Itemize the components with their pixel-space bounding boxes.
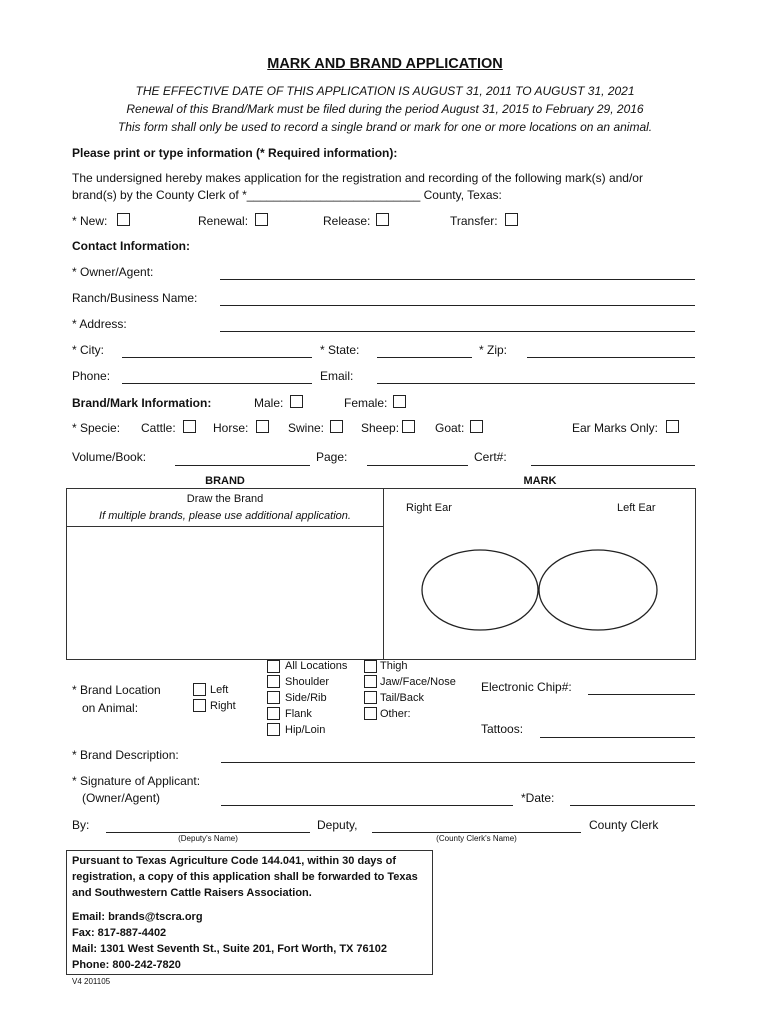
on-animal-label: on Animal: xyxy=(82,701,139,715)
tattoos-label: Tattoos: xyxy=(481,722,524,736)
flank-label: Flank xyxy=(285,708,312,720)
email-label: Email: xyxy=(320,369,354,383)
male-label: Male: xyxy=(254,396,284,410)
instructions: Please print or type information (* Required information): xyxy=(72,146,398,160)
county-clerk-label: County Clerk xyxy=(589,818,659,832)
renewal-checkbox[interactable] xyxy=(255,213,268,226)
signature-field[interactable] xyxy=(221,805,513,806)
ranch-business-field[interactable] xyxy=(220,305,695,306)
state-field[interactable] xyxy=(377,357,472,358)
side-rib-label: Side/Rib xyxy=(285,692,327,704)
tscra-mail: Mail: 1301 West Seventh St., Suite 201, Fort Worth, TX 76102 xyxy=(72,943,388,955)
deputy-label: Deputy, xyxy=(317,818,358,832)
side-rib-checkbox[interactable] xyxy=(267,691,280,704)
sheep-checkbox[interactable] xyxy=(402,420,415,433)
city-field[interactable] xyxy=(122,357,312,358)
right-ear-oval[interactable] xyxy=(422,550,538,630)
address-field[interactable] xyxy=(220,331,695,332)
date-field[interactable] xyxy=(570,805,695,806)
jaw-face-nose-checkbox[interactable] xyxy=(364,675,377,688)
deputy-name-field[interactable] xyxy=(106,832,310,833)
zip-field[interactable] xyxy=(527,357,695,358)
brand-drawing-area[interactable] xyxy=(67,527,382,659)
left-side-label: Left xyxy=(210,684,229,696)
sheep-label: Sheep: xyxy=(361,421,400,435)
notice-line-3: and Southwestern Cattle Raisers Association. xyxy=(72,887,312,899)
owner-agent-caption: (Owner/Agent) xyxy=(82,791,161,805)
phone-label: Phone: xyxy=(72,369,111,383)
ear-marks-only-label: Ear Marks Only: xyxy=(572,421,659,435)
volume-label: Volume/Book: xyxy=(72,450,147,464)
mark-header: MARK xyxy=(523,475,557,487)
brandmark-heading: Brand/Mark Information: xyxy=(72,396,212,410)
by-label: By: xyxy=(72,818,90,832)
other-location-label: Other: xyxy=(380,708,411,720)
form-version: V4 201105 xyxy=(72,977,111,986)
tscra-fax: Fax: 817-887-4402 xyxy=(72,927,167,939)
male-checkbox[interactable] xyxy=(290,395,303,408)
city-label: * City: xyxy=(72,343,105,357)
other-location-checkbox[interactable] xyxy=(364,707,377,720)
tscra-phone: Phone: 800-242-7820 xyxy=(72,959,181,971)
renewal-period-line: Renewal of this Brand/Mark must be filed during the period August 31, 2015 to February 29, 2016 xyxy=(126,102,644,116)
tail-back-checkbox[interactable] xyxy=(364,691,377,704)
cert-field[interactable] xyxy=(531,465,695,466)
thigh-checkbox[interactable] xyxy=(364,660,377,673)
ranch-business-label: Ranch/Business Name: xyxy=(72,291,198,305)
female-label: Female: xyxy=(344,396,388,410)
release-checkbox[interactable] xyxy=(376,213,389,226)
volume-field[interactable] xyxy=(175,465,310,466)
state-label: * State: xyxy=(320,343,360,357)
intro-line-1: The undersigned hereby makes application for the registration and recording of the following mark(s) and/or xyxy=(72,171,643,185)
ear-diagram[interactable] xyxy=(420,548,660,632)
left-side-checkbox[interactable] xyxy=(193,683,206,696)
brand-description-label: * Brand Description: xyxy=(72,748,179,762)
horse-checkbox[interactable] xyxy=(256,420,269,433)
transfer-label: Transfer: xyxy=(450,214,498,228)
brand-description-field[interactable] xyxy=(221,762,695,763)
shoulder-checkbox[interactable] xyxy=(267,675,280,688)
notice-line-1: Pursuant to Texas Agriculture Code 144.041, within 30 days of xyxy=(72,855,396,867)
brand-header: BRAND xyxy=(205,475,245,487)
intro-line-2: brand(s) by the County Clerk of *__________________________ County, Texas: xyxy=(72,188,502,202)
notice-line-2: registration, a copy of this application shall be forwarded to Texas xyxy=(72,871,418,883)
thigh-label: Thigh xyxy=(380,660,408,672)
release-label: Release: xyxy=(323,214,371,228)
form-title: MARK AND BRAND APPLICATION xyxy=(267,56,503,72)
right-side-label: Right xyxy=(210,700,236,712)
left-ear-label: Left Ear xyxy=(617,502,656,514)
cert-label: Cert#: xyxy=(474,450,507,464)
county-clerk-name-field[interactable] xyxy=(372,832,581,833)
owner-agent-field[interactable] xyxy=(220,279,695,280)
signature-label: * Signature of Applicant: xyxy=(72,774,201,788)
renewal-label: Renewal: xyxy=(198,214,249,228)
brand-location-label: * Brand Location xyxy=(72,683,161,697)
tscra-email: Email: brands@tscra.org xyxy=(72,911,203,923)
usage-note-line: This form shall only be used to record a single brand or mark for one or more locations on an animal. xyxy=(117,120,653,134)
address-label: * Address: xyxy=(72,317,127,331)
flank-checkbox[interactable] xyxy=(267,707,280,720)
left-ear-oval[interactable] xyxy=(539,550,657,630)
page-label: Page: xyxy=(316,450,348,464)
multiple-brands-note: If multiple brands, please use additional application. xyxy=(99,510,351,522)
horse-label: Horse: xyxy=(213,421,249,435)
swine-label: Swine: xyxy=(288,421,325,435)
jaw-face-nose-label: Jaw/Face/Nose xyxy=(380,676,456,688)
specie-label: * Specie: xyxy=(72,421,121,435)
phone-field[interactable] xyxy=(122,383,312,384)
new-checkbox[interactable] xyxy=(117,213,130,226)
page-field[interactable] xyxy=(367,465,468,466)
email-field[interactable] xyxy=(377,383,695,384)
shoulder-label: Shoulder xyxy=(285,676,330,688)
owner-agent-label: * Owner/Agent: xyxy=(72,265,154,279)
all-locations-label: All Locations xyxy=(285,660,348,672)
right-ear-label: Right Ear xyxy=(406,502,452,514)
cattle-label: Cattle: xyxy=(141,421,176,435)
electronic-chip-label: Electronic Chip#: xyxy=(481,680,572,694)
draw-brand-label: Draw the Brand xyxy=(186,493,264,505)
tattoos-field[interactable] xyxy=(540,737,695,738)
right-side-checkbox[interactable] xyxy=(193,699,206,712)
zip-label: * Zip: xyxy=(479,343,508,357)
effective-date-line: THE EFFECTIVE DATE OF THIS APPLICATION IS AUGUST 31, 2011 TO AUGUST 31, 2021 xyxy=(135,84,635,98)
female-checkbox[interactable] xyxy=(393,395,406,408)
new-label: * New: xyxy=(72,214,108,228)
goat-checkbox[interactable] xyxy=(470,420,483,433)
date-label: *Date: xyxy=(521,791,555,805)
all-locations-checkbox[interactable] xyxy=(267,660,280,673)
cattle-checkbox[interactable] xyxy=(183,420,196,433)
contact-heading: Contact Information: xyxy=(72,239,190,253)
electronic-chip-field[interactable] xyxy=(588,694,695,695)
goat-label: Goat: xyxy=(435,421,465,435)
deputy-name-caption: (Deputy's Name) xyxy=(178,834,238,843)
transfer-checkbox[interactable] xyxy=(505,213,518,226)
ear-marks-only-checkbox[interactable] xyxy=(666,420,679,433)
hip-loin-label: Hip/Loin xyxy=(285,724,326,736)
swine-checkbox[interactable] xyxy=(330,420,343,433)
tail-back-label: Tail/Back xyxy=(380,692,425,704)
hip-loin-checkbox[interactable] xyxy=(267,723,280,736)
clerk-name-caption: (County Clerk's Name) xyxy=(436,834,517,843)
